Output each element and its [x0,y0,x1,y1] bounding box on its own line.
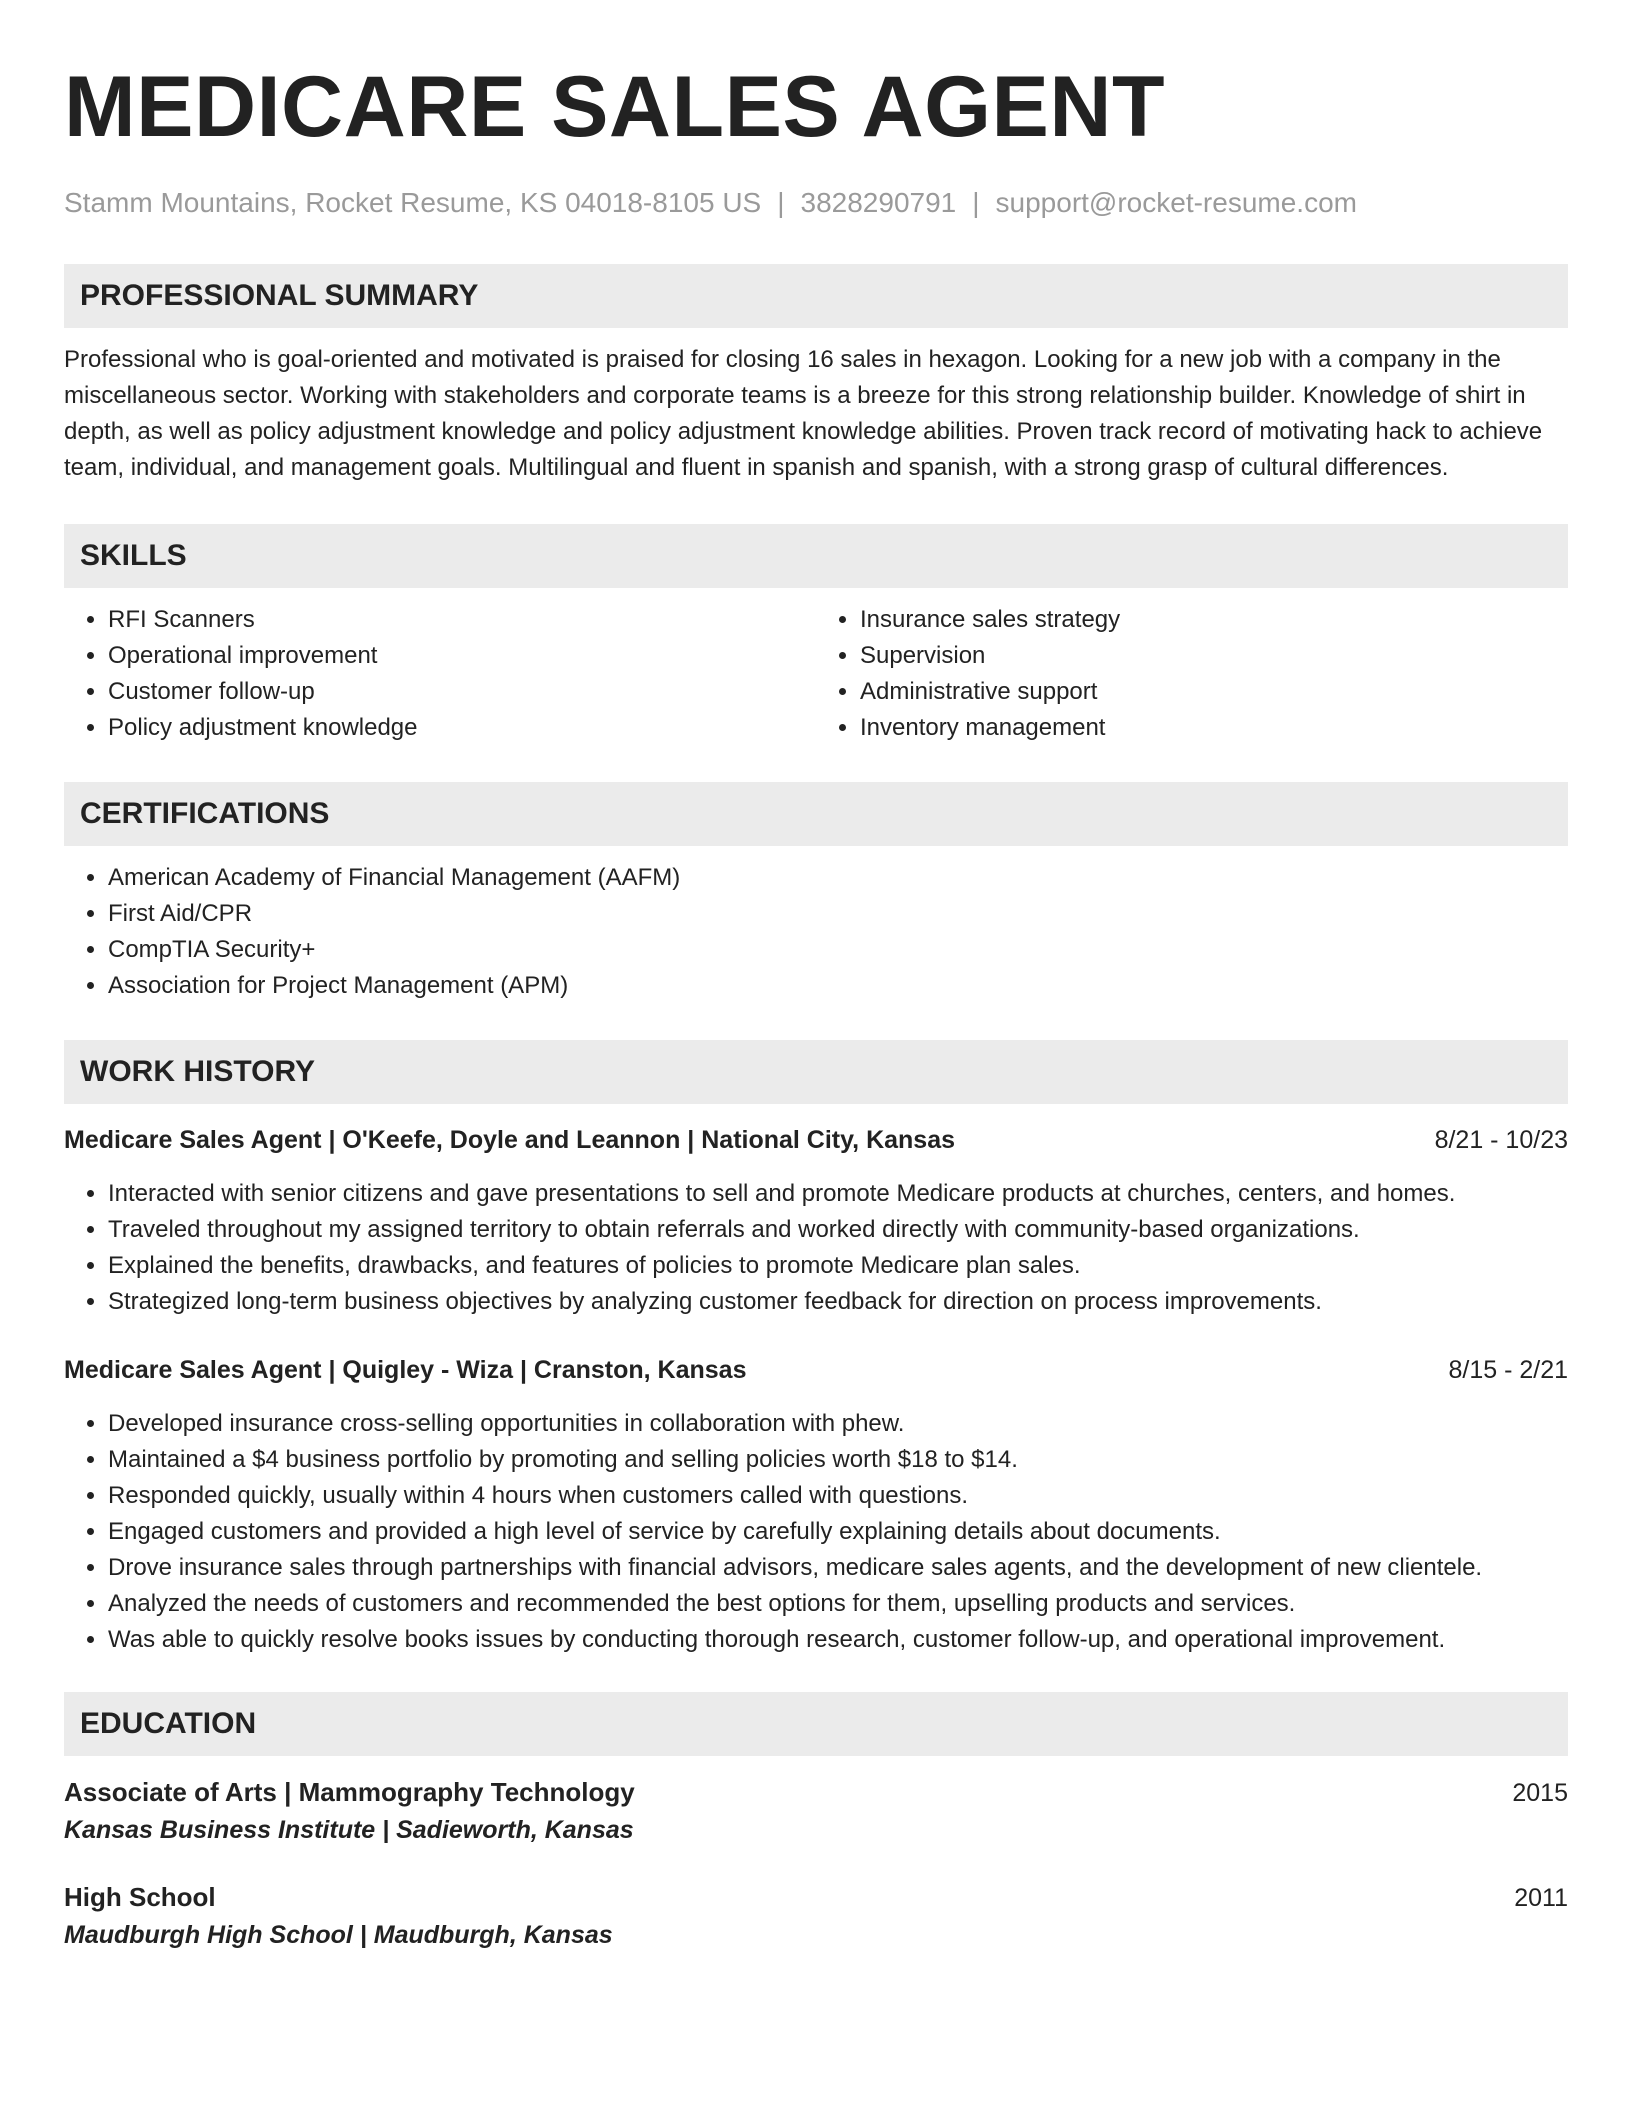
job-bullet: • Traveled throughout my assigned territory to obtain referrals and worked directly with community-based organizations. [108,1212,1568,1248]
certifications-list [64,860,1568,1004]
skills-grid [64,588,1568,746]
job-bullets [64,1176,1568,1320]
education-entry [64,1774,1568,1849]
contact-address: Stamm Mountains, Rocket Resume, KS 04018-8105 US [64,187,762,218]
skill-item: • Operational improvement [108,638,816,674]
certifications-section [64,782,1568,1004]
work-history-section [64,1040,1568,1658]
job-bullet: • Drove insurance sales through partnerships with financial advisors, medicare sales agents, and the development of new clientele. [108,1550,1568,1586]
certifications-heading: CERTIFICATIONS [64,782,1568,846]
skills-list-right [816,602,1568,746]
skills-list-left [64,602,816,746]
job-bullet: • Strategized long-term business objectives by analyzing customer feedback for direction on process improvements. [108,1284,1568,1320]
job-bullets [64,1406,1568,1658]
certification-item: • American Academy of Financial Management (AAFM) [108,860,1568,896]
job-header [64,1122,1568,1158]
job-title: Medicare Sales Agent | Quigley - Wiza | Cranston, Kansas [64,1355,747,1384]
contact-separator: | [972,187,980,218]
skills-heading: SKILLS [64,524,1568,588]
certification-item: • First Aid/CPR [108,896,1568,932]
skill-item: • Customer follow-up [108,674,816,710]
job-bullet: • Explained the benefits, drawbacks, and features of policies to promote Medicare plan sales. [108,1248,1568,1284]
contact-email: support@rocket-resume.com [995,187,1357,218]
job-header [64,1352,1568,1388]
education-heading: EDUCATION [64,1692,1568,1756]
summary-section [64,264,1568,486]
skill-item: • Inventory management [860,710,1568,746]
education-degree: Associate of Arts | Mammography Technology [64,1776,635,1807]
education-degree: High School [64,1881,216,1912]
job-bullet: • Was able to quickly resolve books issues by conducting thorough research, customer follow-up, and operational improvement. [108,1622,1568,1658]
contact-phone: 3828290791 [800,187,957,218]
resume-name: MEDICARE SALES AGENT [64,59,1165,155]
education-year: 2011 [1514,1883,1568,1912]
skill-item: • RFI Scanners [108,602,816,638]
job-dates: 8/21 - 10/23 [1434,1125,1568,1154]
skill-item: • Supervision [860,638,1568,674]
contact-separator: | [777,187,785,218]
education-year: 2015 [1512,1778,1568,1807]
certification-item: • CompTIA Security+ [108,932,1568,968]
job-entry [64,1352,1568,1658]
summary-heading: PROFESSIONAL SUMMARY [64,264,1568,328]
job-bullet: • Analyzed the needs of customers and recommended the best options for them, upselling products and services. [108,1586,1568,1622]
skill-item: • Policy adjustment knowledge [108,710,816,746]
job-bullet: • Maintained a $4 business portfolio by promoting and selling policies worth $18 to $14. [108,1442,1568,1478]
job-bullet: • Responded quickly, usually within 4 hours when customers called with questions. [108,1478,1568,1514]
summary-text: Professional who is goal-oriented and motivated is praised for closing 16 sales in hexagon. Looking for a new job with a company in the miscellaneous sector. Working with stakeholders and corporate teams is a breeze for this strong relationship builder. Knowledge of shirt in depth, as well as policy adjustment knowledge and policy adjustment knowledge abilities. Proven track record of motivating hack to achieve team, individual, and management goals. Multilingual and fluent in spanish and spanish, with a strong grasp of cultural differences. [64,345,1543,481]
work-history-heading: WORK HISTORY [64,1040,1568,1104]
job-bullet: • Interacted with senior citizens and gave presentations to sell and promote Medicare products at churches, centers, and homes. [108,1176,1568,1212]
job-entry [64,1122,1568,1320]
education-school: Kansas Business Institute | Sadieworth, Kansas [64,1815,634,1844]
skills-section [64,524,1568,746]
contact-line [64,186,1568,220]
job-dates: 8/15 - 2/21 [1448,1355,1568,1384]
education-header [64,1879,1568,1916]
job-bullet: • Engaged customers and provided a high level of service by carefully explaining details about documents. [108,1514,1568,1550]
certification-item: • Association for Project Management (APM) [108,968,1568,1004]
education-header [64,1774,1568,1811]
education-section [64,1692,1568,1954]
skill-item: • Insurance sales strategy [860,602,1568,638]
job-bullet: • Developed insurance cross-selling opportunities in collaboration with phew. [108,1406,1568,1442]
job-title: Medicare Sales Agent | O'Keefe, Doyle and Leannon | National City, Kansas [64,1125,956,1154]
education-entry [64,1879,1568,1954]
education-school: Maudburgh High School | Maudburgh, Kansas [64,1920,613,1949]
skill-item: • Administrative support [860,674,1568,710]
